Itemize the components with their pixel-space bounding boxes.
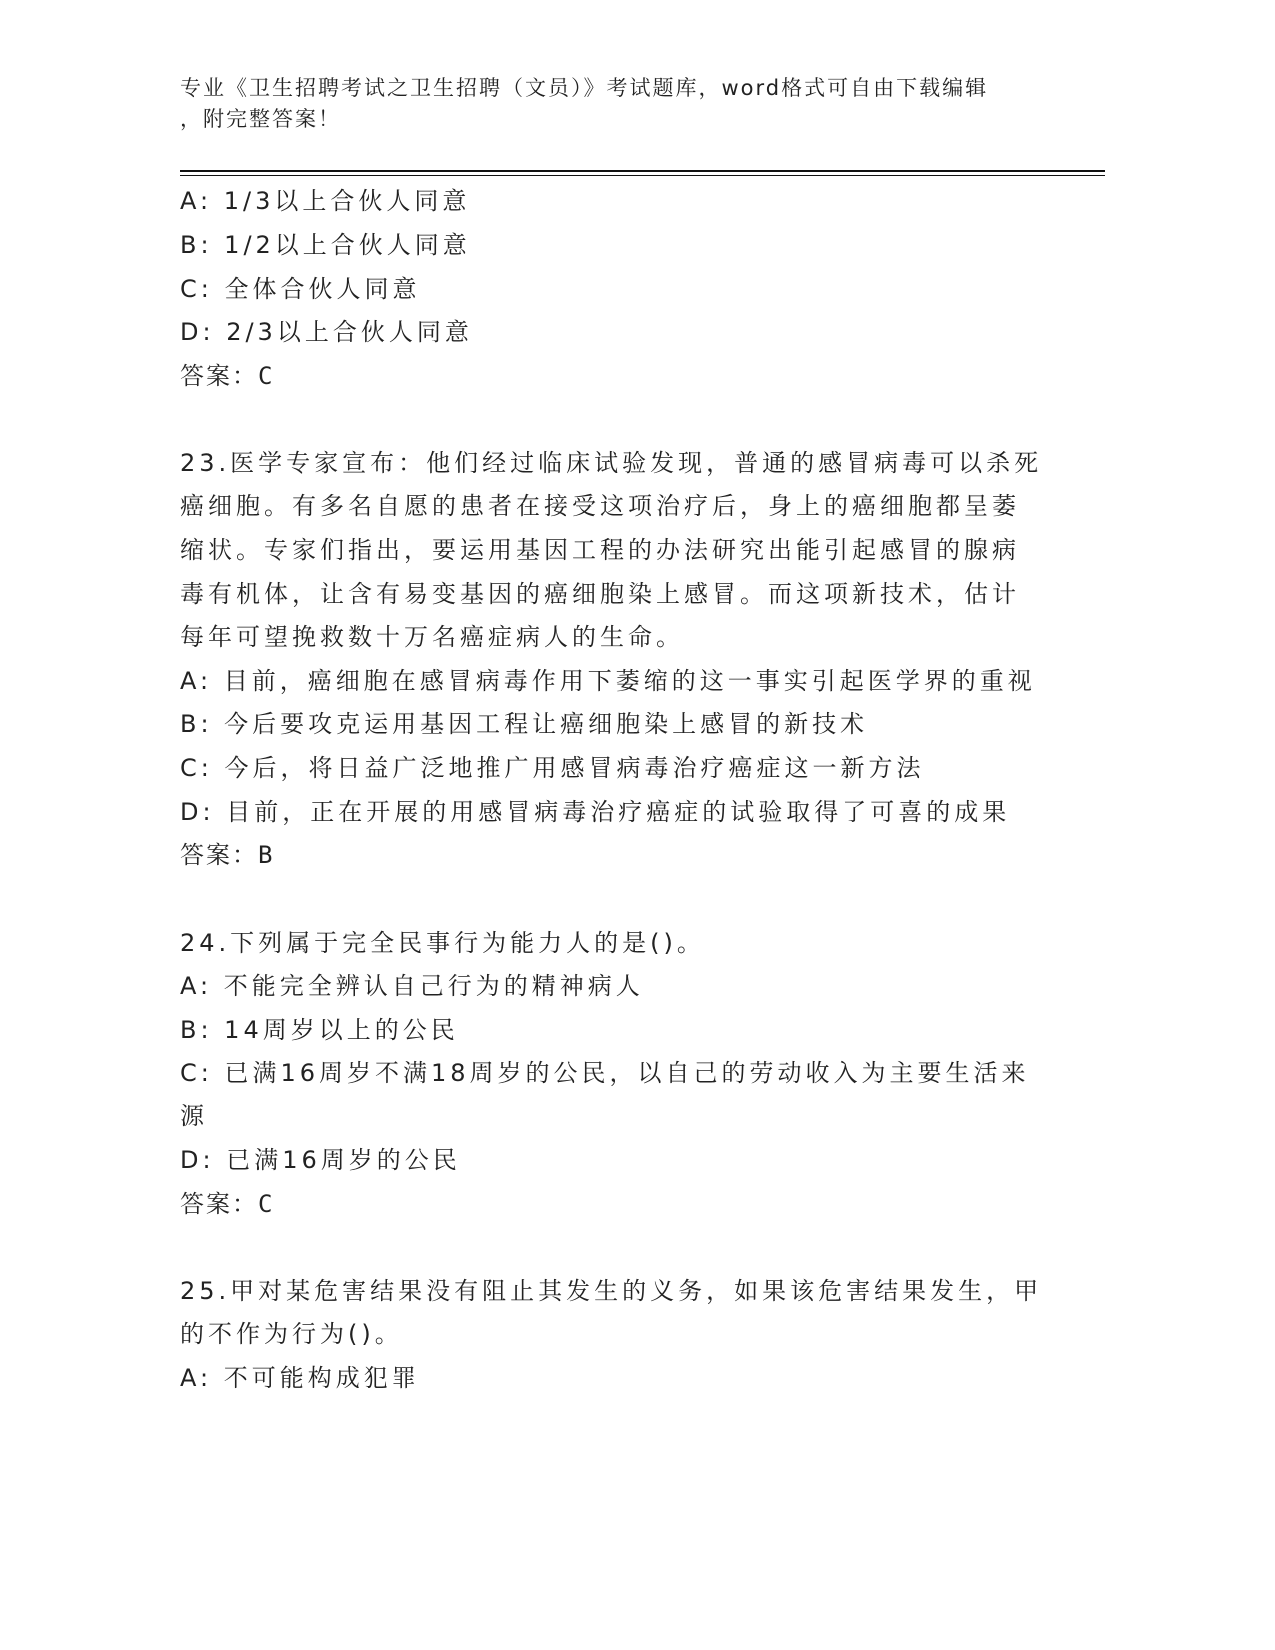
option-a: A: 不能完全辨认自己行为的精神病人	[180, 972, 644, 1000]
option-b: B: 1/2以上合伙人同意	[180, 231, 471, 259]
question-stem-line: 24.下列属于完全民事行为能力人的是()。	[180, 929, 705, 957]
header-divider-thin	[180, 175, 1105, 176]
option-c: C: 已满16周岁不满18周岁的公民，以自己的劳动收入为主要生活来	[180, 1059, 1030, 1087]
option-b: B: 今后要攻克运用基因工程让癌细胞染上感冒的新技术	[180, 710, 869, 738]
question-stem-line: 的不作为行为()。	[180, 1320, 403, 1348]
option-c: C: 今后，将日益广泛地推广用感冒病毒治疗癌症这一新方法	[180, 754, 925, 782]
option-b: B: 14周岁以上的公民	[180, 1016, 459, 1044]
question-stem-line: 缩状。专家们指出，要运用基因工程的办法研究出能引起感冒的腺病	[180, 536, 1020, 564]
header-divider-thick	[180, 170, 1105, 172]
question-stem-line: 癌细胞。有多名自愿的患者在接受这项治疗后，身上的癌细胞都呈萎	[180, 492, 1020, 520]
option-a: A: 不可能构成犯罪	[180, 1364, 420, 1392]
option-a: A: 1/3以上合伙人同意	[180, 187, 471, 215]
document-header-line2: ，附完整答案！	[180, 107, 341, 131]
question-stem-line: 25.甲对某危害结果没有阻止其发生的义务，如果该危害结果发生，甲	[180, 1277, 1043, 1305]
answer: 答案：C	[180, 1190, 275, 1218]
option-d: D: 目前，正在开展的用感冒病毒治疗癌症的试验取得了可喜的成果	[180, 798, 1011, 826]
answer: 答案：B	[180, 841, 275, 869]
answer: 答案：C	[180, 362, 275, 390]
question-stem-line: 每年可望挽救数十万名癌症病人的生命。	[180, 623, 684, 651]
option-d: D: 2/3以上合伙人同意	[180, 318, 473, 346]
option-d: D: 已满16周岁的公民	[180, 1146, 461, 1174]
option-c: C: 全体合伙人同意	[180, 275, 421, 303]
option-c-continued: 源	[180, 1102, 208, 1130]
question-stem-line: 毒有机体，让含有易变基因的癌细胞染上感冒。而这项新技术，估计	[180, 580, 1020, 608]
document-header-line1: 专业《卫生招聘考试之卫生招聘（文员）》考试题库，word格式可自由下载编辑	[180, 76, 989, 100]
question-stem-line: 23.医学专家宣布：他们经过临床试验发现，普通的感冒病毒可以杀死	[180, 449, 1043, 477]
option-a: A: 目前，癌细胞在感冒病毒作用下萎缩的这一事实引起医学界的重视	[180, 667, 1036, 695]
